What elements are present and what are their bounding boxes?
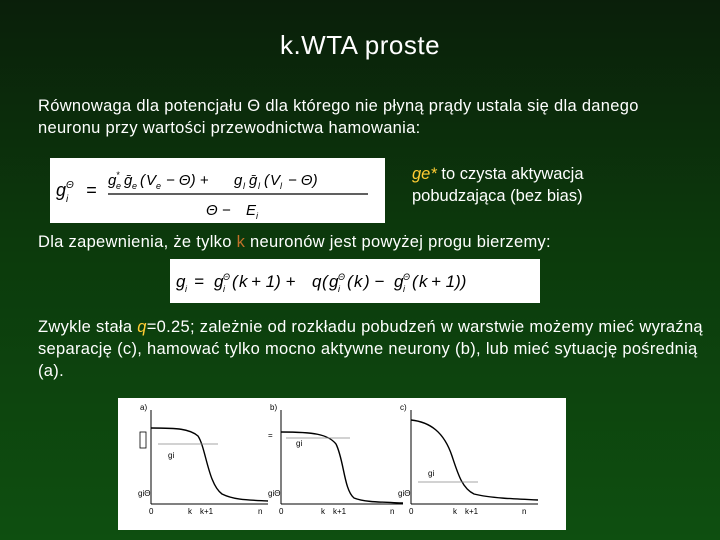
- svg-text:ḡ: ḡ: [249, 172, 258, 189]
- svg-text:e: e: [132, 181, 138, 191]
- plot-a-gi-label: gi: [168, 451, 175, 460]
- para3-before: Zwykle stała: [38, 318, 138, 336]
- plot-c-x0: 0: [409, 507, 414, 516]
- svg-text:Θ −: Θ −: [206, 202, 231, 219]
- svg-text:k: k: [354, 272, 363, 291]
- svg-text:q: q: [312, 272, 322, 291]
- para3-q: q: [137, 318, 147, 336]
- svg-text:i: i: [185, 284, 187, 294]
- svg-text:) −: ) −: [364, 272, 385, 291]
- svg-text:=: =: [86, 180, 97, 200]
- plot-a-xn: n: [258, 507, 263, 516]
- plot-c-curve: [411, 420, 538, 500]
- plot-a-gtheta-label: giΘ: [138, 489, 151, 498]
- svg-text:g: g: [394, 272, 404, 291]
- plot-a-xk1: k+1: [200, 507, 214, 516]
- svg-text:i: i: [223, 284, 225, 294]
- svg-text:− Θ): − Θ): [288, 172, 318, 189]
- plot-c-label: c): [400, 403, 407, 412]
- plot-c-xk1: k+1: [465, 507, 479, 516]
- svg-text:− Θ) +: − Θ) +: [166, 172, 209, 189]
- svg-text:(: (: [412, 272, 418, 291]
- svg-text:V: V: [146, 172, 157, 189]
- plot-b-gi-label: gi: [296, 439, 303, 448]
- svg-text:+ 1)): + 1)): [431, 272, 467, 291]
- svg-text:g: g: [329, 272, 339, 291]
- note-text: to czysta aktywacja pobudzająca (bez bias): [412, 165, 584, 205]
- para3-after: =0.25; zależnie od rozkładu pobudzeń w warstwie możemy mieć wyraźną separację (c), hamować tylko mocno aktywne neurony (b), lub mieć sytuację pośrednią (a).: [38, 318, 703, 380]
- svg-text:g: g: [108, 172, 117, 189]
- svg-text:=: =: [268, 431, 273, 440]
- plot-a-label: a): [140, 403, 148, 412]
- formula-kwta-inhibition: [170, 259, 540, 303]
- svg-text:l: l: [258, 181, 260, 191]
- paragraph-k-neurons: [38, 231, 688, 253]
- plot-c-xk: k: [453, 507, 457, 516]
- para2-k: k: [236, 233, 246, 251]
- plot-b-x0: 0: [279, 507, 284, 516]
- plot-b-xk1: k+1: [333, 507, 347, 516]
- activation-plots: [118, 398, 566, 530]
- svg-text:(: (: [347, 272, 353, 291]
- plot-c-gtheta-label: giΘ: [398, 489, 411, 498]
- paragraph-q-constant: [38, 316, 708, 382]
- plot-a-x0: 0: [149, 507, 154, 516]
- svg-text:i: i: [66, 194, 69, 205]
- svg-text:(: (: [140, 172, 145, 189]
- formula-inhibition-conductance: [50, 158, 385, 223]
- para2-after: neuronów jest powyżej progu bierzemy:: [245, 233, 551, 251]
- svg-text:Θ: Θ: [338, 272, 346, 282]
- plot-b-gtheta-label: giΘ: [268, 489, 281, 498]
- slide-title: k.WTA proste: [279, 30, 441, 60]
- svg-text:i: i: [403, 284, 405, 294]
- svg-text:g: g: [214, 272, 224, 291]
- svg-text:g: g: [176, 272, 186, 291]
- svg-text:i: i: [256, 211, 258, 221]
- svg-text:(: (: [322, 272, 328, 291]
- svg-text:*: *: [116, 170, 120, 180]
- svg-text:=: =: [194, 272, 204, 291]
- svg-text:e: e: [116, 181, 122, 191]
- svg-text:g: g: [56, 180, 67, 200]
- svg-text:(: (: [232, 272, 238, 291]
- svg-text:E: E: [246, 202, 257, 219]
- svg-text:l: l: [243, 181, 245, 191]
- plot-a-curve: [151, 428, 268, 501]
- paragraph-equilibrium: Równowaga dla potencjału Θ dla którego nie płyną prądy ustala się dla danego neuronu przy wartości przewodnictwa hamowania:: [38, 97, 639, 137]
- svg-text:Θ: Θ: [223, 272, 231, 282]
- svg-text:e: e: [156, 181, 162, 191]
- plot-c-xn: n: [522, 507, 527, 516]
- plot-b-label: b): [270, 403, 278, 412]
- svg-text:Θ: Θ: [403, 272, 411, 282]
- note-pure-excitation: [412, 163, 672, 207]
- svg-text:(: (: [264, 172, 269, 189]
- plot-c-gi-label: gi: [428, 469, 435, 478]
- svg-text:l: l: [280, 181, 282, 191]
- svg-text:ḡ: ḡ: [124, 172, 133, 189]
- svg-text:i: i: [338, 284, 340, 294]
- svg-text:g: g: [234, 172, 243, 189]
- plot-a-xk: k: [188, 507, 192, 516]
- svg-text:+ 1) +: + 1) +: [251, 272, 296, 291]
- svg-text:k: k: [239, 272, 248, 291]
- plot-b-xk: k: [321, 507, 325, 516]
- svg-text:V: V: [270, 172, 281, 189]
- para2-before: Dla zapewnienia, że tylko: [38, 233, 237, 251]
- svg-text:Θ: Θ: [66, 180, 74, 191]
- plot-b-xn: n: [390, 507, 395, 516]
- note-symbol: ge*: [412, 165, 437, 183]
- svg-text:k: k: [419, 272, 428, 291]
